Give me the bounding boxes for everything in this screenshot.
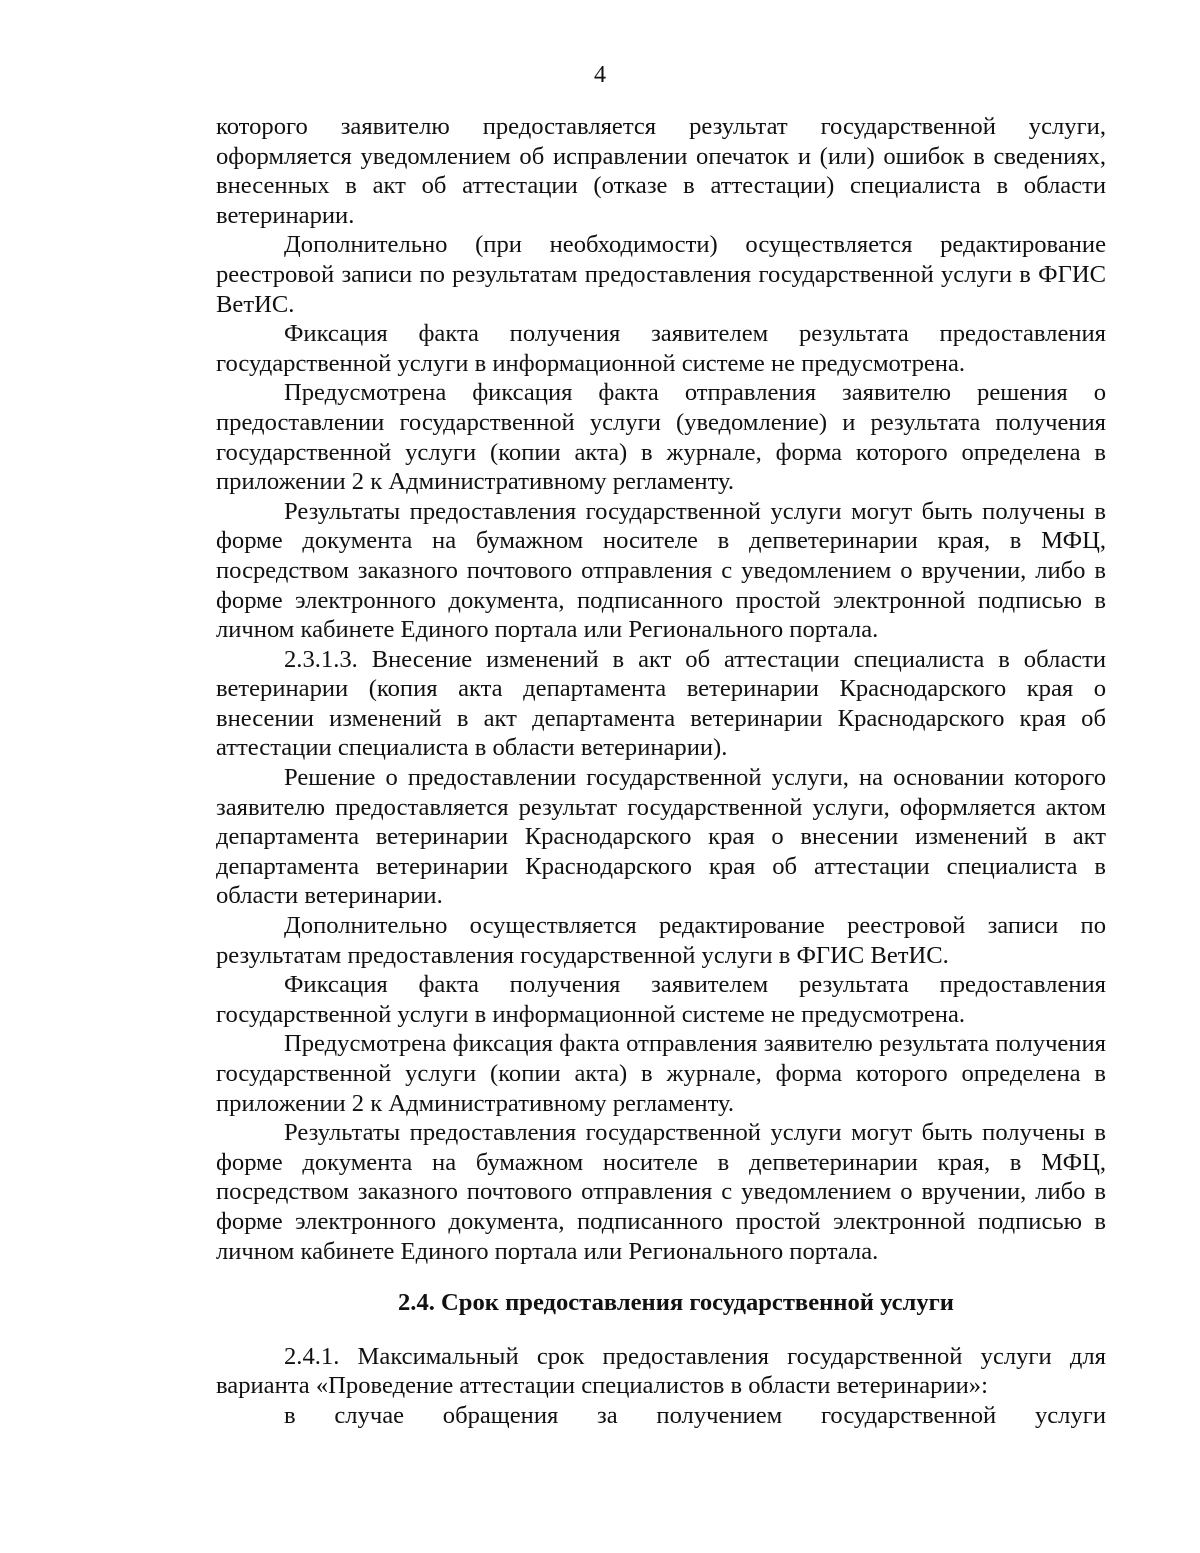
paragraph: которого заявителю предоставляется результат государственной услуги, оформляется уведомлением об исправлении опечаток и (или) ошибок в сведениях, внесенных в акт об аттестации (отказе в аттестации) специалиста в области ветеринарии.	[216, 113, 1106, 229]
paragraph: Результаты предоставления государственной услуги могут быть получены в форме документа на бумажном носителе в депветеринарии края, в МФЦ, посредством заказного почтового отправления с уведомлением о вручении, либо в форме электронного документа, подписанного простой электронной подписью в личном кабинете Единого портала или Регионального портала.	[216, 497, 1106, 644]
paragraph: Фиксация факта получения заявителем результата предоставления государственной услуги в информационной системе не предусмотрена.	[216, 320, 1106, 377]
paragraph: 2.3.1.3. Внесение изменений в акт об аттестации специалиста в области ветеринарии (копия акта департамента ветеринарии Краснодарского края о внесении изменений в акт департамента ветеринарии Краснодарского края об аттестации специалиста в области ветеринарии).	[216, 645, 1106, 762]
paragraph: Дополнительно осуществляется редактирование реестровой записи по результатам предоставления государственной услуги в ФГИС ВетИС.	[216, 912, 1106, 969]
paragraph: в случае обращения за получением государственной услуги	[284, 1401, 1106, 1429]
paragraph: Дополнительно (при необходимости) осуществляется редактирование реестровой записи по результатам предоставления государственной услуги в ФГИС ВетИС.	[216, 231, 1106, 318]
page-number: 4	[594, 62, 606, 88]
paragraph: Фиксация факта получения заявителем результата предоставления государственной услуги в информационной системе не предусмотрена.	[216, 971, 1106, 1028]
paragraph: Решение о предоставлении государственной услуги, на основании которого заявителю предоставляется результат государственной услуги, оформляется актом департамента ветеринарии Краснодарского края о внесении изменений в акт департамента ветеринарии Краснодарского края об аттестации специалиста в области ветеринарии.	[216, 764, 1106, 910]
paragraph: Предусмотрена фиксация факта отправления заявителю результата получения государственной услуги (копии акта) в журнале, форма которого определена в приложении 2 к Административному регламенту.	[216, 1030, 1106, 1117]
document-body	[216, 112, 1106, 1431]
paragraph: Результаты предоставления государственной услуги могут быть получены в форме документа на бумажном носителе в депветеринарии края, в МФЦ, посредством заказного почтового отправления с уведомлением о вручении, либо в форме электронного документа, подписанного простой электронной подписью в личном кабинете Единого портала или Регионального портала.	[216, 1119, 1106, 1265]
section-heading: 2.4. Срок предоставления государственной услуги	[398, 1289, 954, 1317]
paragraph: Предусмотрена фиксация факта отправления заявителю решения о предоставлении государственной услуги (уведомление) и результата получения государственной услуги (копии акта) в журнале, форма которого определена в приложении 2 к Административному регламенту.	[216, 379, 1106, 496]
paragraph: 2.4.1. Максимальный срок предоставления государственной услуги для варианта «Проведение аттестации специалистов в области ветеринарии»:	[216, 1342, 1106, 1400]
